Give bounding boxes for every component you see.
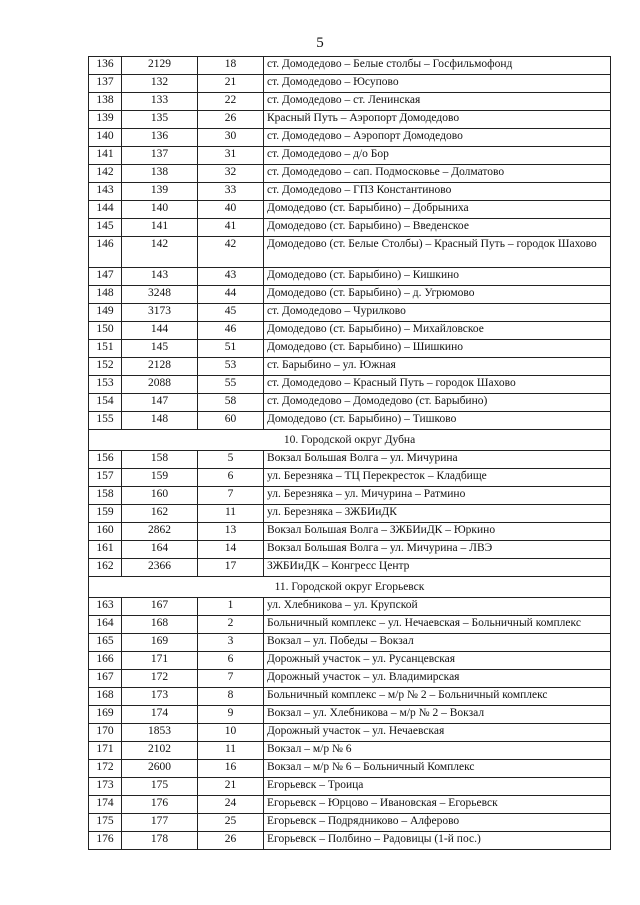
route-name-cell: ст. Домодедово – Чурилково (264, 304, 611, 322)
route-number-cell: 51 (198, 340, 264, 358)
registry-number-cell: 2862 (122, 523, 198, 541)
registry-number-cell: 133 (122, 93, 198, 111)
registry-number-cell: 173 (122, 688, 198, 706)
route-name-cell: ст. Домодедово – д/о Бор (264, 147, 611, 165)
registry-number-cell: 176 (122, 796, 198, 814)
route-number-cell: 14 (198, 541, 264, 559)
table-row (89, 165, 611, 183)
table-row (89, 237, 611, 268)
route-name-cell: Вокзал – ул. Победы – Вокзал (264, 634, 611, 652)
row-number-cell: 139 (89, 111, 122, 129)
route-number-cell: 46 (198, 322, 264, 340)
route-number-cell: 55 (198, 376, 264, 394)
table-row (89, 219, 611, 237)
table-row (89, 394, 611, 412)
table-row (89, 559, 611, 577)
registry-number-cell: 140 (122, 201, 198, 219)
table-row (89, 268, 611, 286)
route-number-cell: 44 (198, 286, 264, 304)
route-number-cell: 24 (198, 796, 264, 814)
registry-number-cell: 138 (122, 165, 198, 183)
registry-number-cell: 143 (122, 268, 198, 286)
route-number-cell: 32 (198, 165, 264, 183)
row-number-cell: 142 (89, 165, 122, 183)
table-row (89, 778, 611, 796)
table-row (89, 616, 611, 634)
route-name-cell: Дорожный участок – ул. Владимирская (264, 670, 611, 688)
table-row (89, 340, 611, 358)
route-name-cell: ст. Домодедово – ст. Ленинская (264, 93, 611, 111)
row-number-cell: 157 (89, 469, 122, 487)
route-number-cell: 7 (198, 487, 264, 505)
route-name-cell: ст. Домодедово – сап. Подмосковье – Долматово (264, 165, 611, 183)
row-number-cell: 159 (89, 505, 122, 523)
row-number-cell: 158 (89, 487, 122, 505)
registry-number-cell: 167 (122, 598, 198, 616)
route-name-cell: Домодедово (ст. Барыбино) – Шишкино (264, 340, 611, 358)
route-number-cell: 1 (198, 598, 264, 616)
route-name-cell: Вокзал Большая Волга – ул. Мичурина – ЛВЭ (264, 541, 611, 559)
registry-number-cell: 2102 (122, 742, 198, 760)
table-row (89, 286, 611, 304)
route-name-cell: Домодедово (ст. Барыбино) – д. Угрюмово (264, 286, 611, 304)
row-number-cell: 156 (89, 451, 122, 469)
row-number-cell: 153 (89, 376, 122, 394)
registry-number-cell: 177 (122, 814, 198, 832)
row-number-cell: 168 (89, 688, 122, 706)
table-row (89, 111, 611, 129)
table-row (89, 814, 611, 832)
registry-number-cell: 135 (122, 111, 198, 129)
row-number-cell: 155 (89, 412, 122, 430)
route-name-cell: Домодедово (ст. Барыбино) – Введенское (264, 219, 611, 237)
registry-number-cell: 142 (122, 237, 198, 268)
row-number-cell: 169 (89, 706, 122, 724)
registry-number-cell: 2366 (122, 559, 198, 577)
row-number-cell: 136 (89, 57, 122, 75)
registry-number-cell: 3173 (122, 304, 198, 322)
route-name-cell: Вокзал – м/р № 6 (264, 742, 611, 760)
registry-number-cell: 144 (122, 322, 198, 340)
route-name-cell: ул. Хлебникова – ул. Крупской (264, 598, 611, 616)
route-number-cell: 42 (198, 237, 264, 268)
table-row (89, 75, 611, 93)
row-number-cell: 154 (89, 394, 122, 412)
row-number-cell: 165 (89, 634, 122, 652)
route-name-cell: Вокзал Большая Волга – ЗЖБИиДК – Юркино (264, 523, 611, 541)
route-name-cell: ст. Домодедово – Юсупово (264, 75, 611, 93)
registry-number-cell: 1853 (122, 724, 198, 742)
row-number-cell: 170 (89, 724, 122, 742)
row-number-cell: 145 (89, 219, 122, 237)
table-row (89, 376, 611, 394)
routes-table (88, 56, 611, 850)
section-title: 11. Городской округ Егорьевск (89, 577, 611, 598)
table-row (89, 183, 611, 201)
route-name-cell: Больничный комплекс – ул. Нечаевская – Больничный комплекс (264, 616, 611, 634)
route-number-cell: 30 (198, 129, 264, 147)
registry-number-cell: 139 (122, 183, 198, 201)
table-row (89, 541, 611, 559)
route-name-cell: Вокзал Большая Волга – ул. Мичурина (264, 451, 611, 469)
row-number-cell: 164 (89, 616, 122, 634)
route-name-cell: Егорьевск – Троица (264, 778, 611, 796)
route-number-cell: 3 (198, 634, 264, 652)
row-number-cell: 175 (89, 814, 122, 832)
registry-number-cell: 145 (122, 340, 198, 358)
section-header-row (89, 430, 611, 451)
route-number-cell: 18 (198, 57, 264, 75)
route-name-cell: ул. Березняка – ЗЖБИиДК (264, 505, 611, 523)
route-number-cell: 2 (198, 616, 264, 634)
route-number-cell: 22 (198, 93, 264, 111)
row-number-cell: 152 (89, 358, 122, 376)
route-name-cell: ул. Березняка – ТЦ Перекресток – Кладбище (264, 469, 611, 487)
row-number-cell: 172 (89, 760, 122, 778)
registry-number-cell: 2129 (122, 57, 198, 75)
route-number-cell: 6 (198, 652, 264, 670)
registry-number-cell: 2088 (122, 376, 198, 394)
registry-number-cell: 132 (122, 75, 198, 93)
route-number-cell: 43 (198, 268, 264, 286)
table-row (89, 358, 611, 376)
route-name-cell: ст. Домодедово – Белые столбы – Госфильмофонд (264, 57, 611, 75)
route-name-cell: Красный Путь – Аэропорт Домодедово (264, 111, 611, 129)
table-row (89, 93, 611, 111)
route-name-cell: Егорьевск – Подрядниково – Алферово (264, 814, 611, 832)
route-number-cell: 45 (198, 304, 264, 322)
route-number-cell: 33 (198, 183, 264, 201)
route-name-cell: ст. Барыбино – ул. Южная (264, 358, 611, 376)
route-name-cell: Вокзал – м/р № 6 – Больничный Комплекс (264, 760, 611, 778)
route-number-cell: 21 (198, 778, 264, 796)
registry-number-cell: 169 (122, 634, 198, 652)
table-row (89, 760, 611, 778)
route-name-cell: Домодедово (ст. Белые Столбы) – Красный Путь – городок Шахово (264, 237, 611, 268)
route-number-cell: 10 (198, 724, 264, 742)
registry-number-cell: 147 (122, 394, 198, 412)
route-number-cell: 17 (198, 559, 264, 577)
registry-number-cell: 175 (122, 778, 198, 796)
table-row (89, 724, 611, 742)
table-row (89, 129, 611, 147)
registry-number-cell: 148 (122, 412, 198, 430)
table-row (89, 706, 611, 724)
row-number-cell: 143 (89, 183, 122, 201)
row-number-cell: 141 (89, 147, 122, 165)
registry-number-cell: 159 (122, 469, 198, 487)
row-number-cell: 174 (89, 796, 122, 814)
row-number-cell: 148 (89, 286, 122, 304)
route-number-cell: 40 (198, 201, 264, 219)
route-number-cell: 7 (198, 670, 264, 688)
row-number-cell: 149 (89, 304, 122, 322)
row-number-cell: 173 (89, 778, 122, 796)
route-number-cell: 8 (198, 688, 264, 706)
route-name-cell: Дорожный участок – ул. Русанцевская (264, 652, 611, 670)
table-row (89, 147, 611, 165)
table-row (89, 469, 611, 487)
row-number-cell: 167 (89, 670, 122, 688)
route-number-cell: 26 (198, 832, 264, 850)
row-number-cell: 166 (89, 652, 122, 670)
route-number-cell: 25 (198, 814, 264, 832)
registry-number-cell: 137 (122, 147, 198, 165)
route-name-cell: Егорьевск – Юрцово – Ивановская – Егорьевск (264, 796, 611, 814)
table-row (89, 598, 611, 616)
registry-number-cell: 3248 (122, 286, 198, 304)
route-name-cell: ул. Березняка – ул. Мичурина – Ратмино (264, 487, 611, 505)
row-number-cell: 144 (89, 201, 122, 219)
route-name-cell: ст. Домодедово – Аэропорт Домодедово (264, 129, 611, 147)
route-number-cell: 11 (198, 505, 264, 523)
registry-number-cell: 160 (122, 487, 198, 505)
table-row (89, 832, 611, 850)
registry-number-cell: 158 (122, 451, 198, 469)
registry-number-cell: 2128 (122, 358, 198, 376)
route-name-cell: ст. Домодедово – Красный Путь – городок Шахово (264, 376, 611, 394)
registry-number-cell: 162 (122, 505, 198, 523)
registry-number-cell: 178 (122, 832, 198, 850)
registry-number-cell: 171 (122, 652, 198, 670)
row-number-cell: 161 (89, 541, 122, 559)
route-number-cell: 9 (198, 706, 264, 724)
table-row (89, 451, 611, 469)
route-name-cell: Больничный комплекс – м/р № 2 – Больничный комплекс (264, 688, 611, 706)
routes-table-body (89, 57, 611, 850)
route-number-cell: 53 (198, 358, 264, 376)
row-number-cell: 163 (89, 598, 122, 616)
route-number-cell: 31 (198, 147, 264, 165)
route-number-cell: 5 (198, 451, 264, 469)
route-name-cell: Егорьевск – Полбино – Радовицы (1-й пос.) (264, 832, 611, 850)
section-title: 10. Городской округ Дубна (89, 430, 611, 451)
route-number-cell: 58 (198, 394, 264, 412)
row-number-cell: 138 (89, 93, 122, 111)
row-number-cell: 147 (89, 268, 122, 286)
route-name-cell: ст. Домодедово – ГПЗ Константиново (264, 183, 611, 201)
route-number-cell: 26 (198, 111, 264, 129)
row-number-cell: 162 (89, 559, 122, 577)
row-number-cell: 150 (89, 322, 122, 340)
route-number-cell: 6 (198, 469, 264, 487)
table-row (89, 796, 611, 814)
route-number-cell: 11 (198, 742, 264, 760)
row-number-cell: 160 (89, 523, 122, 541)
table-row (89, 688, 611, 706)
table-row (89, 505, 611, 523)
registry-number-cell: 141 (122, 219, 198, 237)
row-number-cell: 146 (89, 237, 122, 268)
table-row (89, 322, 611, 340)
table-row (89, 670, 611, 688)
route-name-cell: Домодедово (ст. Барыбино) – Добрыниха (264, 201, 611, 219)
route-number-cell: 13 (198, 523, 264, 541)
table-row (89, 634, 611, 652)
row-number-cell: 171 (89, 742, 122, 760)
row-number-cell: 151 (89, 340, 122, 358)
route-name-cell: Домодедово (ст. Барыбино) – Михайловское (264, 322, 611, 340)
row-number-cell: 176 (89, 832, 122, 850)
table-row (89, 742, 611, 760)
route-number-cell: 41 (198, 219, 264, 237)
registry-number-cell: 172 (122, 670, 198, 688)
section-header-row (89, 577, 611, 598)
row-number-cell: 140 (89, 129, 122, 147)
table-row (89, 304, 611, 322)
route-number-cell: 60 (198, 412, 264, 430)
route-name-cell: ЗЖБИиДК – Конгресс Центр (264, 559, 611, 577)
page-number: 5 (316, 35, 324, 51)
table-row (89, 652, 611, 670)
route-name-cell: ст. Домодедово – Домодедово (ст. Барыбино) (264, 394, 611, 412)
row-number-cell: 137 (89, 75, 122, 93)
table-row (89, 523, 611, 541)
table-row (89, 57, 611, 75)
route-name-cell: Вокзал – ул. Хлебникова – м/р № 2 – Вокзал (264, 706, 611, 724)
registry-number-cell: 164 (122, 541, 198, 559)
registry-number-cell: 136 (122, 129, 198, 147)
registry-number-cell: 174 (122, 706, 198, 724)
route-number-cell: 21 (198, 75, 264, 93)
route-number-cell: 16 (198, 760, 264, 778)
route-name-cell: Домодедово (ст. Барыбино) – Кишкино (264, 268, 611, 286)
route-name-cell: Домодедово (ст. Барыбино) – Тишково (264, 412, 611, 430)
registry-number-cell: 2600 (122, 760, 198, 778)
table-row (89, 412, 611, 430)
table-row (89, 201, 611, 219)
table-row (89, 487, 611, 505)
route-name-cell: Дорожный участок – ул. Нечаевская (264, 724, 611, 742)
registry-number-cell: 168 (122, 616, 198, 634)
